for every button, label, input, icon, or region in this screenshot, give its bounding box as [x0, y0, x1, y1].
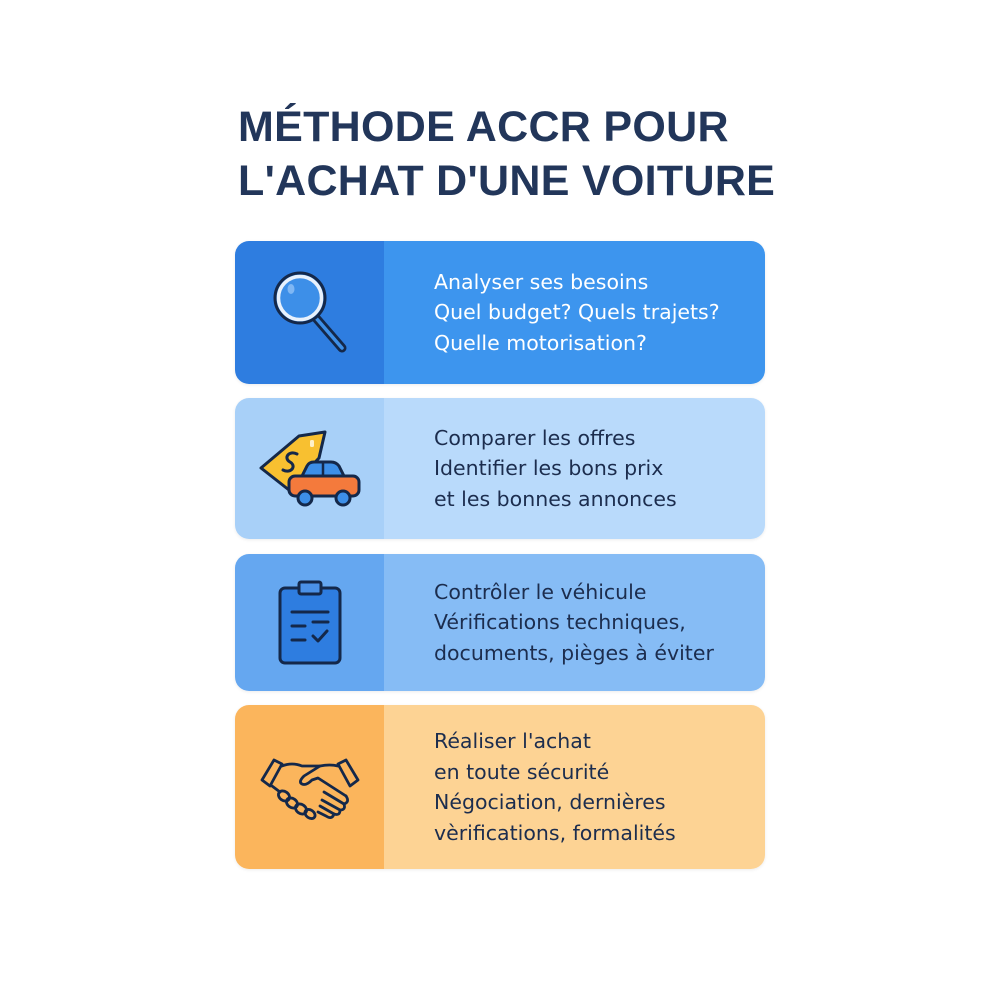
step-heading: Réaliser l'achat: [434, 729, 591, 753]
step-detail: Identifier les bons prix: [434, 456, 664, 481]
step-card-realiser: [235, 705, 765, 869]
title-line-1: MÉTHODE ACCR POUR: [238, 103, 729, 151]
price-tag-car-icon: [259, 428, 361, 510]
step-detail: et les bonnes annonces: [434, 486, 677, 511]
magnifying-glass-icon: [270, 268, 350, 358]
step-detail: Négociation, dernières: [434, 790, 666, 814]
step-heading: Contrôler le véhicule: [434, 579, 647, 604]
handshake-icon: [260, 752, 360, 822]
step-icon-panel: [235, 705, 384, 869]
step-detail: Vérifications techniques,: [434, 610, 686, 635]
step-card-comparer: [235, 398, 765, 539]
step-detail: documents, pièges à éviter: [434, 640, 714, 665]
step-detail: Quel budget? Quels trajets?: [434, 300, 720, 325]
step-detail: vèrifications, formalités: [434, 820, 676, 845]
title-line-2: L'ACHAT D'UNE VOITURE: [238, 157, 776, 205]
step-detail: Quelle motorisation?: [434, 330, 647, 355]
step-text: [384, 554, 765, 691]
step-text: [384, 705, 765, 869]
step-heading: Analyser ses besoins: [434, 269, 649, 294]
step-text: [384, 398, 765, 539]
step-icon-panel: [235, 554, 384, 691]
step-heading: Comparer les offres: [434, 425, 636, 450]
step-text: [384, 241, 765, 384]
page-title: [238, 100, 775, 208]
step-heading: en toute sécurité: [434, 759, 610, 784]
step-card-controler: [235, 554, 765, 691]
step-card-analyser: [235, 241, 765, 384]
step-icon-panel: [235, 398, 384, 539]
clipboard-check-icon: [277, 580, 343, 666]
step-icon-panel: [235, 241, 384, 384]
